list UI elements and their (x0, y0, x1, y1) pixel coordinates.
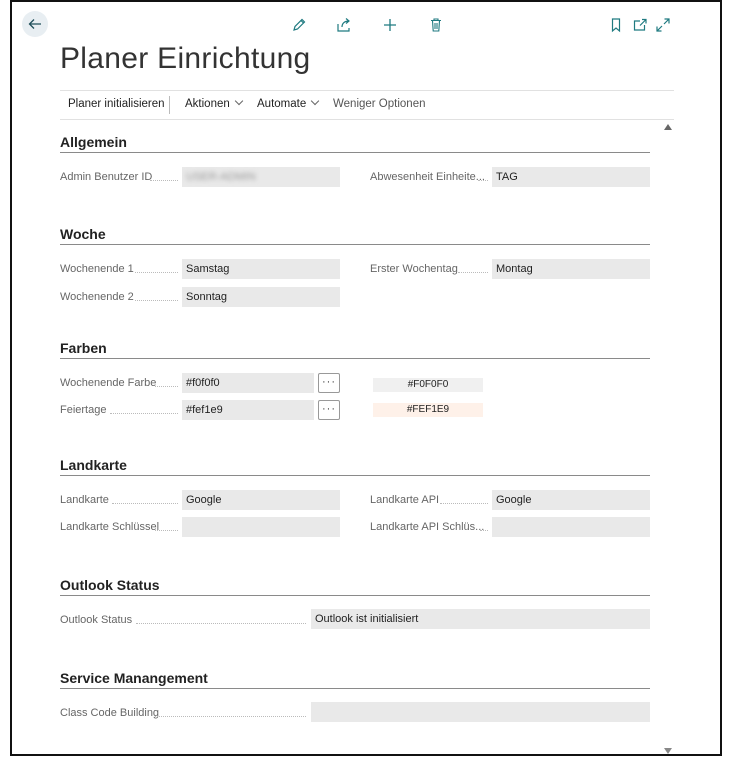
bookmark-icon[interactable] (608, 17, 624, 33)
section-divider (60, 595, 650, 596)
label-leader (155, 386, 178, 388)
label-leader (112, 503, 178, 505)
section-woche-title[interactable]: Woche (60, 226, 106, 242)
landkarte-api-schluessel-field[interactable] (492, 517, 650, 537)
section-divider (60, 688, 650, 689)
label-leader (480, 530, 488, 532)
landkarte-api-label: Landkarte API (370, 494, 440, 506)
section-divider (60, 475, 650, 476)
landkarte-field[interactable]: Google (182, 490, 340, 510)
class-code-building-label: Class Code Building (60, 707, 160, 719)
class-code-building-field[interactable] (311, 702, 650, 722)
back-button[interactable] (22, 11, 48, 37)
chevron-down-icon (235, 97, 243, 105)
label-leader (135, 272, 178, 274)
landkarte-schluessel-field[interactable] (182, 517, 340, 537)
back-arrow-icon (28, 17, 42, 31)
wochenende-farbe-swatch: #F0F0F0 (373, 378, 483, 392)
wochenende-farbe-field[interactable]: #f0f0f0 (182, 373, 314, 393)
wochenende-1-field[interactable]: Samstag (182, 259, 340, 279)
erster-wochentag-label: Erster Wochentag (370, 263, 458, 275)
section-service-management-title[interactable]: Service Manangement (60, 670, 208, 686)
section-divider (60, 244, 650, 245)
section-farben-title[interactable]: Farben (60, 340, 107, 356)
section-outlook-status-title[interactable]: Outlook Status (60, 577, 160, 593)
section-divider (60, 358, 650, 359)
plus-icon[interactable] (382, 17, 398, 33)
feiertage-label: Feiertage (60, 404, 107, 416)
landkarte-api-field[interactable]: Google (492, 490, 650, 510)
section-divider (60, 152, 650, 153)
action-bar (60, 90, 674, 120)
action-separator (169, 96, 170, 114)
scroll-down-arrow-icon[interactable] (664, 748, 672, 754)
weniger-optionen-button[interactable]: Weniger Optionen (333, 98, 426, 110)
wochenende-2-label: Wochenende 2 (60, 291, 134, 303)
admin-benutzer-id-field[interactable] (182, 167, 340, 187)
wochenende-farbe-ellipsis-button[interactable]: ··· (318, 373, 340, 393)
feiertage-ellipsis-button[interactable]: ··· (318, 400, 340, 420)
abwesenheit-einheit-field[interactable]: TAG (492, 167, 650, 187)
expand-icon[interactable] (655, 17, 671, 33)
share-icon[interactable] (336, 17, 352, 33)
aktionen-menu-button[interactable] (185, 98, 242, 110)
planer-initialisieren-button[interactable]: Planer initialisieren (68, 98, 165, 110)
wochenende-1-label: Wochenende 1 (60, 263, 134, 275)
label-leader (150, 180, 178, 182)
delete-icon[interactable] (428, 17, 444, 33)
wochenende-farbe-label: Wochenende Farbe (60, 377, 157, 389)
wochenende-2-field[interactable]: Sonntag (182, 287, 340, 307)
erster-wochentag-field[interactable]: Montag (492, 259, 650, 279)
page-title: Planer Einrichtung (60, 42, 311, 75)
label-leader (458, 272, 488, 274)
automate-label: Automate (257, 98, 307, 110)
landkarte-label: Landkarte (60, 494, 109, 506)
section-landkarte-title[interactable]: Landkarte (60, 457, 127, 473)
label-leader (478, 180, 488, 182)
open-new-window-icon[interactable] (632, 17, 648, 33)
section-allgemein-title[interactable]: Allgemein (60, 134, 127, 150)
feiertage-field[interactable]: #fef1e9 (182, 400, 314, 420)
scroll-up-arrow-icon[interactable] (664, 124, 672, 130)
landkarte-schluessel-label: Landkarte Schlüssel (60, 521, 160, 533)
outlook-status-field[interactable]: Outlook ist initialisiert (311, 609, 650, 629)
outlook-status-label: Outlook Status (60, 614, 133, 626)
automate-menu-button[interactable] (257, 98, 318, 110)
landkarte-api-schluessel-label: Landkarte API Schlüs... (370, 521, 485, 533)
abwesenheit-einheit-label: Abwesenheit Einheite... (370, 171, 485, 183)
label-leader (155, 716, 306, 718)
label-leader (155, 530, 178, 532)
admin-benutzer-id-value: USER-ADMIN (186, 171, 256, 183)
chevron-down-icon (311, 97, 319, 105)
feiertage-swatch: #FEF1E9 (373, 403, 483, 417)
label-leader (136, 623, 306, 625)
label-leader (135, 300, 178, 302)
admin-benutzer-id-label: Admin Benutzer ID (60, 171, 153, 183)
edit-icon[interactable] (291, 17, 307, 33)
label-leader (110, 413, 178, 415)
label-leader (440, 503, 488, 505)
aktionen-label: Aktionen (185, 98, 230, 110)
